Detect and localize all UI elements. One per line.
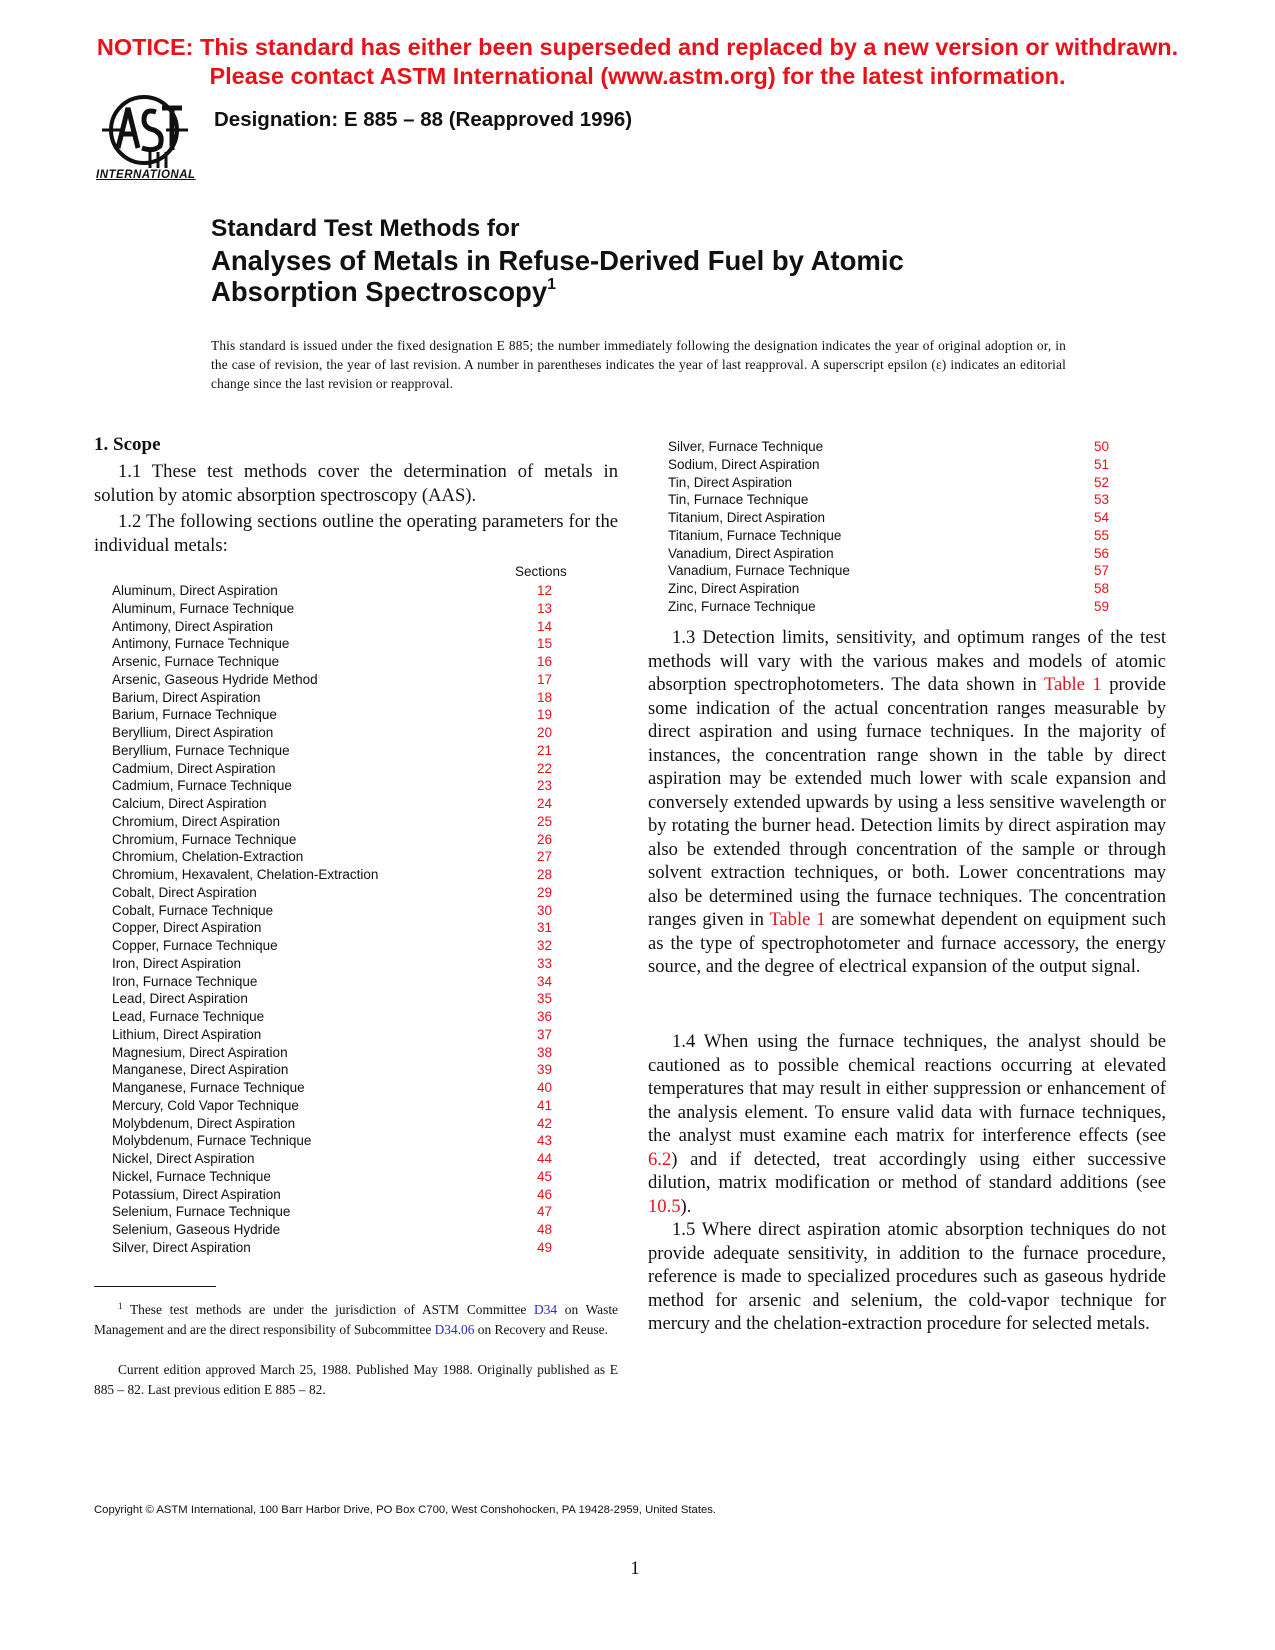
list-item xyxy=(112,884,562,902)
list-item xyxy=(112,1239,562,1257)
list-item xyxy=(668,456,1118,474)
notice-line-2: Please contact ASTM International (www.astm.org) for the latest information. xyxy=(209,63,1066,89)
list-item xyxy=(112,635,562,653)
section-link[interactable]: 29 xyxy=(537,884,553,900)
metal-method-label: Cobalt, Direct Aspiration xyxy=(112,884,257,900)
list-item xyxy=(112,777,562,795)
section-link[interactable]: 16 xyxy=(537,654,553,669)
metal-method-label: Silver, Furnace Technique xyxy=(668,439,824,454)
list-item xyxy=(112,582,562,600)
section-link[interactable]: 33 xyxy=(537,955,553,971)
metal-method-label: Chromium, Hexavalent, Chelation-Extraction xyxy=(112,867,379,882)
list-item xyxy=(112,742,562,760)
section-link[interactable]: 50 xyxy=(1094,439,1110,454)
paragraph-1-1: 1.1 These test methods cover the determination of metals in solution by atomic absorption spectroscopy (AAS). xyxy=(94,461,618,506)
section-link[interactable]: 31 xyxy=(537,920,553,936)
metal-method-label: Zinc, Furnace Technique xyxy=(668,598,816,614)
metal-method-label: Beryllium, Furnace Technique xyxy=(112,742,290,758)
metal-method-label: Aluminum, Furnace Technique xyxy=(112,600,295,616)
section-link[interactable]: 14 xyxy=(537,618,553,634)
list-item xyxy=(112,724,562,742)
metal-method-label: Titanium, Furnace Technique xyxy=(668,527,842,543)
section-link[interactable]: 47 xyxy=(537,1204,553,1220)
list-item xyxy=(112,1168,562,1186)
section-link[interactable]: 24 xyxy=(537,796,553,811)
copyright-line: Copyright © ASTM International, 100 Barr Harbor Drive, PO Box C700, West Conshohocken, PA 19428-2959, United States. xyxy=(94,1504,717,1516)
section-link[interactable]: 26 xyxy=(537,831,553,847)
section-link[interactable]: 40 xyxy=(537,1080,553,1095)
link-table-1[interactable]: Table 1 xyxy=(1043,674,1102,695)
metal-method-label: Lead, Direct Aspiration xyxy=(112,991,248,1007)
list-item xyxy=(112,760,562,778)
section-link[interactable]: 55 xyxy=(1094,527,1110,543)
section-link[interactable]: 44 xyxy=(537,1151,553,1166)
list-item xyxy=(112,706,562,724)
section-link[interactable]: 36 xyxy=(537,1009,553,1024)
list-item xyxy=(112,937,562,955)
list-item xyxy=(668,438,1118,456)
section-link[interactable]: 19 xyxy=(537,707,553,723)
metal-method-label: Manganese, Furnace Technique xyxy=(112,1080,305,1095)
section-link[interactable]: 58 xyxy=(1094,581,1110,596)
metal-method-label: Selenium, Furnace Technique xyxy=(112,1204,291,1220)
metal-method-label: Cadmium, Direct Aspiration xyxy=(112,760,276,776)
list-item xyxy=(112,990,562,1008)
list-item xyxy=(112,1097,562,1115)
metal-method-label: Barium, Direct Aspiration xyxy=(112,689,261,705)
metal-method-label: Chromium, Direct Aspiration xyxy=(112,813,281,829)
title-line xyxy=(211,276,1111,307)
list-item xyxy=(112,1008,562,1026)
link-d34-06[interactable]: D34.06 xyxy=(434,1321,475,1337)
section-link[interactable]: 42 xyxy=(537,1115,553,1131)
metal-method-label: Vanadium, Direct Aspiration xyxy=(668,545,834,561)
link-d34[interactable]: D34 xyxy=(534,1302,558,1317)
paragraph-text: are somewhat dependent on equipment such as the type of spectrophotometer and furnace accessory, the energy source, and the degree of electrical expansion of the output signal. xyxy=(648,909,1166,977)
list-item xyxy=(112,919,562,937)
page-title xyxy=(211,245,1111,307)
metal-method-label: Calcium, Direct Aspiration xyxy=(112,796,267,811)
section-link[interactable]: 48 xyxy=(537,1222,553,1237)
list-item xyxy=(668,491,1118,509)
paragraph-text: ). xyxy=(680,1195,692,1217)
intro-note: This standard is issued under the fixed designation E 885; the number immediately following the designation indicates the year of original adoption or, in the case of revision, the year of last revision. A number in parentheses indicates the year of last reapproval. A superscript epsilon (ε) indicates an editorial change since the last revision or reapproval. xyxy=(211,338,1066,391)
metal-method-label: Zinc, Direct Aspiration xyxy=(668,581,800,596)
section-link[interactable]: 56 xyxy=(1094,545,1110,561)
list-item xyxy=(112,689,562,707)
metal-method-label: Mercury, Cold Vapor Technique xyxy=(112,1097,299,1113)
paragraph-text: provide some indication of the actual concentration ranges measurable by direct aspiration and using furnace techniques. In the majority of instances, the concentration range shown in the table by direct aspiration may be extended much lower with scale expansion and conversely extended upwards by using a less sensitive wavelength or by rotating the burner head. Detection limits by direct aspiration may also be extended through concentration of the sample or through solvent extraction techniques, or both. Lower concentrations may also be determined using the furnace techniques. The concentration ranges given in xyxy=(648,674,1166,930)
footnote-text: on Recovery and Reuse. xyxy=(474,1321,608,1337)
metal-method-label: Chromium, Chelation-Extraction xyxy=(112,849,304,865)
section-link[interactable]: 23 xyxy=(537,778,553,794)
section-link[interactable]: 37 xyxy=(537,1026,553,1042)
section-link[interactable]: 52 xyxy=(1094,474,1110,490)
list-item xyxy=(112,653,562,671)
section-link[interactable]: 46 xyxy=(537,1186,553,1202)
metal-method-label: Nickel, Furnace Technique xyxy=(112,1168,271,1184)
section-link[interactable]: 21 xyxy=(537,742,553,758)
paragraph-1-4 xyxy=(648,1030,1166,1218)
metal-method-label: Molybdenum, Direct Aspiration xyxy=(112,1115,296,1131)
metal-method-label: Copper, Direct Aspiration xyxy=(112,920,262,936)
metal-method-label: Manganese, Direct Aspiration xyxy=(112,1062,289,1078)
section-link[interactable]: 41 xyxy=(537,1097,553,1113)
metal-method-label: Cadmium, Furnace Technique xyxy=(112,778,292,794)
notice-line-1: NOTICE: This standard has either been superseded and replaced by a new version or withdrawn. xyxy=(96,34,1179,60)
section-heading-scope: 1. Scope xyxy=(94,434,161,455)
footnote-text: on Waste Management and are the direct responsibility of Subcommittee xyxy=(94,1302,618,1337)
list-item xyxy=(112,1221,562,1239)
section-link[interactable]: 13 xyxy=(537,600,553,616)
section-link[interactable]: 25 xyxy=(537,813,553,829)
section-link[interactable]: 27 xyxy=(537,849,553,865)
metal-method-label: Aluminum, Direct Aspiration xyxy=(112,583,278,598)
designation: Designation: E 885 – 88 (Reapproved 1996) xyxy=(214,108,633,131)
list-item xyxy=(668,527,1118,545)
title-line-text: Absorption Spectroscopy xyxy=(211,276,548,307)
metal-method-label: Lead, Furnace Technique xyxy=(112,1009,265,1024)
metal-method-label: Tin, Direct Aspiration xyxy=(668,474,793,490)
section-link[interactable]: 20 xyxy=(537,725,553,740)
section-link[interactable]: 35 xyxy=(537,991,553,1007)
list-item xyxy=(668,598,1118,616)
section-link[interactable]: 32 xyxy=(537,938,553,953)
footnote-divider xyxy=(94,1286,216,1287)
paragraph-text: 1.4 When using the furnace techniques, the analyst should be cautioned as to possible chemical reactions occurring at elevated temperatures that may result in either suppression or enhancement of the analysis element. To ensure valid data with furnace techniques, the analyst must examine each matrix for interference effects (see xyxy=(648,1031,1166,1146)
list-item xyxy=(668,562,1118,580)
metal-method-label: Tin, Furnace Technique xyxy=(668,492,809,508)
list-item xyxy=(668,509,1118,527)
metal-method-label: Iron, Direct Aspiration xyxy=(112,955,242,971)
metal-method-label: Arsenic, Gaseous Hydride Method xyxy=(112,671,318,687)
footnote-mark: 1 xyxy=(118,1301,123,1311)
section-link[interactable]: 49 xyxy=(537,1239,553,1255)
paragraph-1-2: 1.2 The following sections outline the operating parameters for the individual metals: xyxy=(94,511,618,556)
list-item xyxy=(668,580,1118,598)
metal-method-label: Arsenic, Furnace Technique xyxy=(112,654,280,669)
section-link[interactable]: 53 xyxy=(1094,492,1110,508)
section-link[interactable]: 28 xyxy=(537,867,553,882)
list-item xyxy=(112,1026,562,1044)
list-item xyxy=(112,1044,562,1062)
section-link[interactable]: 38 xyxy=(537,1044,553,1060)
list-item xyxy=(112,671,562,689)
footnote-text: These test methods are under the jurisdiction of ASTM Committee xyxy=(122,1302,535,1317)
metal-method-label: Titanium, Direct Aspiration xyxy=(668,510,826,525)
paragraph-text: ) and if detected, treat accordingly using either successive dilution, matrix modification or method of standard additions (see xyxy=(648,1148,1166,1193)
list-item xyxy=(112,795,562,813)
section-link[interactable]: 30 xyxy=(537,902,553,918)
list-item xyxy=(112,813,562,831)
metal-method-label: Antimony, Direct Aspiration xyxy=(112,618,274,634)
list-item xyxy=(668,545,1118,563)
metal-method-label: Molybdenum, Furnace Technique xyxy=(112,1133,312,1149)
list-item xyxy=(112,1186,562,1204)
list-item xyxy=(112,866,562,884)
list-item xyxy=(112,618,562,636)
section-link[interactable]: 22 xyxy=(537,760,553,776)
metal-method-label: Antimony, Furnace Technique xyxy=(112,636,290,652)
page-number: 1 xyxy=(630,1558,640,1579)
list-item xyxy=(112,1079,562,1097)
list-item xyxy=(112,831,562,849)
logo-wordmark: INTERNATIONAL xyxy=(96,169,196,181)
metal-method-label: Iron, Furnace Technique xyxy=(112,973,258,989)
section-link[interactable]: 18 xyxy=(537,689,553,705)
section-link[interactable]: 57 xyxy=(1094,563,1110,579)
metal-method-label: Lithium, Direct Aspiration xyxy=(112,1026,262,1042)
title-line: Analyses of Metals in Refuse-Derived Fuel by Atomic xyxy=(211,245,904,276)
section-link[interactable]: 45 xyxy=(537,1168,553,1184)
list-item xyxy=(112,1115,562,1133)
list-item xyxy=(112,955,562,973)
list-item xyxy=(112,1203,562,1221)
section-link[interactable]: 15 xyxy=(537,636,553,652)
sections-column-header: Sections xyxy=(515,564,567,579)
paragraph-1-3 xyxy=(648,626,1166,979)
link-section-6-2[interactable]: 6.2 xyxy=(648,1148,672,1170)
title-prefix: Standard Test Methods for xyxy=(211,215,520,242)
section-link[interactable]: 34 xyxy=(537,973,553,989)
section-link[interactable]: 51 xyxy=(1094,456,1110,472)
metal-method-label: Silver, Direct Aspiration xyxy=(112,1239,251,1255)
metal-method-label: Vanadium, Furnace Technique xyxy=(668,563,850,579)
metal-method-label: Cobalt, Furnace Technique xyxy=(112,902,274,918)
metal-method-label: Magnesium, Direct Aspiration xyxy=(112,1044,288,1060)
section-link[interactable]: 39 xyxy=(537,1062,553,1078)
section-link[interactable]: 17 xyxy=(537,671,553,687)
paragraph-1-5: 1.5 Where direct aspiration atomic absorption techniques do not provide adequate sensitivity, in addition to the furnace procedure, reference is made to specialized procedures such as gaseous hydride method for arsenic and selenium, the cold-vapor technique for mercury and the chelation-extraction procedure for selected metals. xyxy=(648,1219,1166,1334)
metal-method-label: Copper, Furnace Technique xyxy=(112,938,278,953)
metal-method-label: Selenium, Gaseous Hydride xyxy=(112,1222,281,1237)
link-section-10-5[interactable]: 10.5 xyxy=(648,1195,681,1217)
link-table-1[interactable]: Table 1 xyxy=(769,909,826,930)
title-footnote-mark: 1 xyxy=(547,276,557,293)
metal-method-label: Potassium, Direct Aspiration xyxy=(112,1186,281,1202)
list-item xyxy=(112,848,562,866)
list-item xyxy=(112,973,562,991)
paragraph-text: 1.3 Detection limits, sensitivity, and optimum ranges of the test methods will vary with the various makes and models of atomic absorption spectrophotometers. The data shown in xyxy=(648,627,1166,695)
footnote-edition: Current edition approved March 25, 1988. Published May 1988. Originally published as E 885 – 82. Last previous edition E 885 – 82. xyxy=(94,1362,618,1397)
section-link[interactable]: 59 xyxy=(1094,598,1110,614)
list-item xyxy=(112,1061,562,1079)
section-link[interactable]: 12 xyxy=(537,583,553,598)
metal-method-label: Sodium, Direct Aspiration xyxy=(668,456,820,472)
metal-method-label: Beryllium, Direct Aspiration xyxy=(112,725,274,740)
footnote-1 xyxy=(94,1300,618,1339)
list-item xyxy=(668,474,1118,492)
section-link[interactable]: 43 xyxy=(537,1133,553,1149)
metal-section-list-right xyxy=(668,438,1118,616)
list-item xyxy=(112,902,562,920)
list-item xyxy=(112,1150,562,1168)
metal-method-label: Barium, Furnace Technique xyxy=(112,707,277,723)
metal-method-label: Nickel, Direct Aspiration xyxy=(112,1151,255,1166)
metal-method-label: Chromium, Furnace Technique xyxy=(112,831,297,847)
metal-section-list-left xyxy=(112,582,562,1257)
section-link[interactable]: 54 xyxy=(1094,510,1110,525)
list-item xyxy=(112,600,562,618)
list-item xyxy=(112,1132,562,1150)
